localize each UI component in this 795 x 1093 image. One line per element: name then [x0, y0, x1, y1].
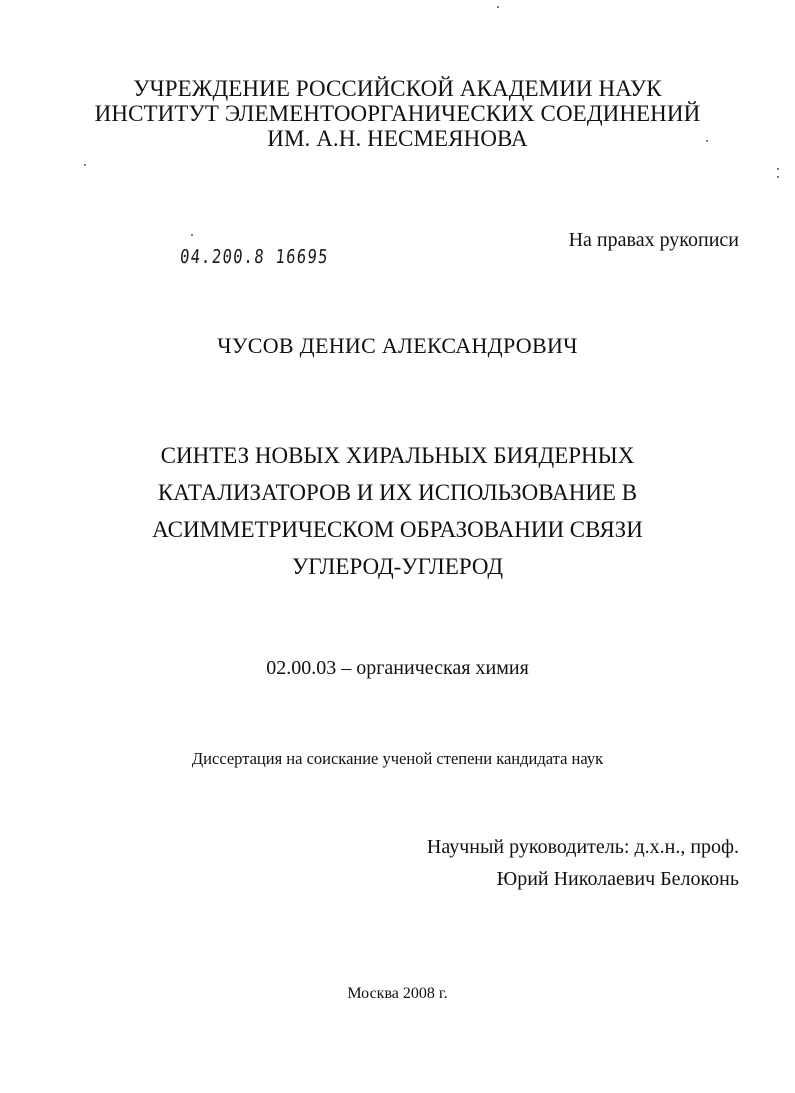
scan-speck — [706, 140, 708, 142]
advisor-role: Научный руководитель: д.х.н., проф. — [426, 836, 739, 858]
specialty-code: 02.00.03 – органическая химия — [266, 657, 529, 679]
title-line-4: УГЛЕРОД-УГЛЕРОД — [291, 554, 504, 579]
title-line-1: СИНТЕЗ НОВЫХ ХИРАЛЬНЫХ БИЯДЕРНЫХ — [160, 443, 635, 468]
title-line-2: КАТАЛИЗАТОРОВ И ИХ ИСПОЛЬЗОВАНИЕ В — [157, 480, 638, 505]
institution-header — [0, 76, 795, 151]
scan-speck — [777, 176, 779, 178]
advisor-block — [427, 831, 739, 895]
scan-speck — [84, 164, 86, 166]
author-name: ЧУСОВ ДЕНИС АЛЕКСАНДРОВИЧ — [217, 333, 578, 358]
title-line-3: АСИММЕТРИЧЕСКОМ ОБРАЗОВАНИИ СВЯЗИ — [152, 517, 643, 542]
degree-statement: Диссертация на соискание ученой степени кандидата наук — [191, 749, 604, 768]
scan-speck — [191, 234, 193, 236]
dissertation-title — [0, 437, 795, 585]
place-year: Москва 2008 г. — [347, 985, 448, 1002]
advisor-name: Юрий Николаевич Белоконь — [496, 868, 739, 890]
scan-speck — [497, 6, 499, 8]
rights-note: На правах рукописи — [568, 229, 739, 251]
institution-line-1: УЧРЕЖДЕНИЕ РОССИЙСКОЙ АКАДЕМИИ НАУК — [133, 76, 662, 101]
institution-line-3: ИМ. А.Н. НЕСМЕЯНОВА — [267, 126, 528, 151]
registration-stamp: 04.200.8 16695 — [179, 246, 330, 268]
scan-speck — [777, 168, 779, 170]
institution-line-2: ИНСТИТУТ ЭЛЕМЕНТООРГАНИЧЕСКИХ СОЕДИНЕНИЙ — [94, 101, 701, 126]
